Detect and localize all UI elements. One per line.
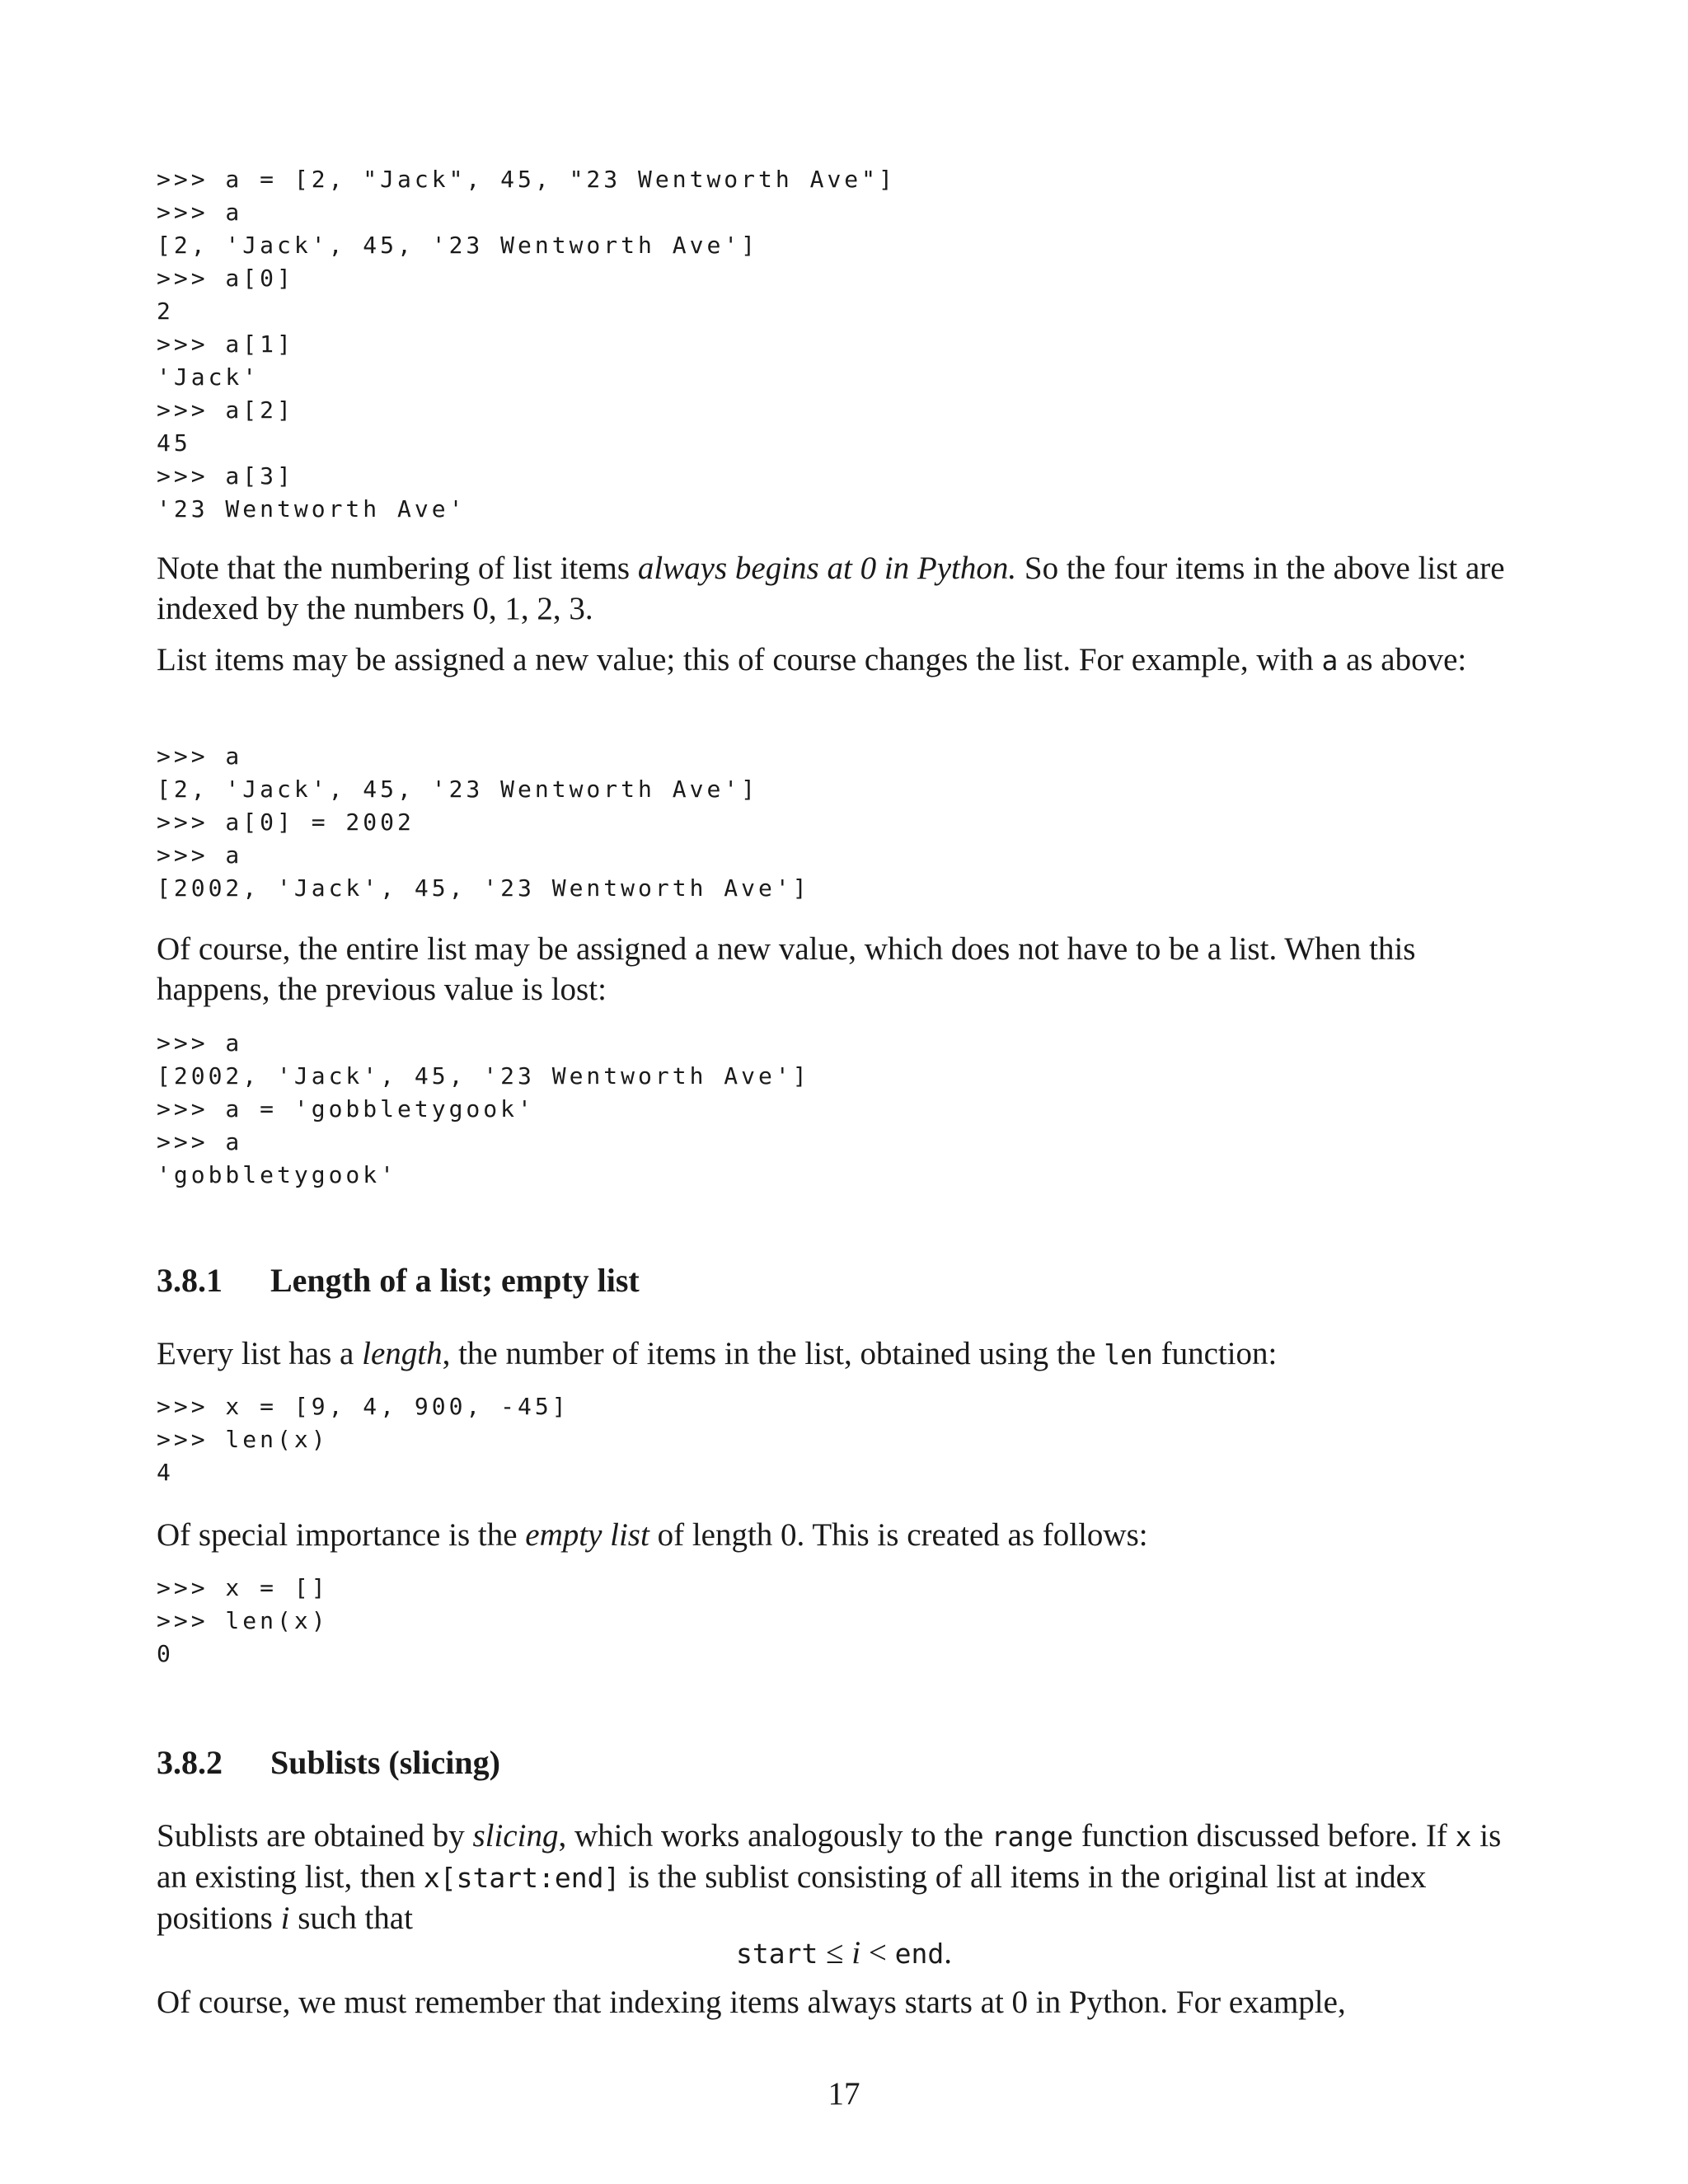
code-line: >>> a = [2, "Jack", 45, "23 Wentworth Ave"] xyxy=(157,166,896,193)
text: Of special importance is the xyxy=(157,1517,526,1553)
inline-code: x[start:end] xyxy=(423,1862,621,1894)
paragraph-assign-values xyxy=(157,640,1533,681)
page-number: 17 xyxy=(828,2076,860,2111)
code-block-list-indexing xyxy=(157,163,1533,526)
formula-period: . xyxy=(944,1935,952,1971)
code-line: >>> a xyxy=(157,199,243,226)
text: , the number of items in the list, obtained using the xyxy=(442,1336,1104,1371)
code-line: >>> a xyxy=(157,743,243,770)
text: is the sublist consisting of all items in the original list at index positions xyxy=(157,1859,1427,1936)
text: Note that the numbering of list items xyxy=(157,551,638,586)
text: is an existing list, then xyxy=(157,1818,1502,1895)
section-title: Length of a list; empty list xyxy=(270,1262,640,1299)
paragraph-length xyxy=(157,1333,1533,1375)
code-line: >>> a xyxy=(157,1128,243,1155)
text: as above: xyxy=(1338,642,1467,677)
text: So the four items in the above list are indexed by the numbers 0, 1, 2, 3. xyxy=(157,551,1505,626)
section-heading-slicing xyxy=(157,1741,1533,1784)
code-block-assign-item xyxy=(157,740,1533,905)
text: of length 0. This is created as follows: xyxy=(649,1517,1148,1553)
math-variable: i xyxy=(280,1900,290,1936)
code-line: >>> a = 'gobbletygook' xyxy=(157,1095,535,1122)
inline-code: a xyxy=(1321,644,1339,677)
text: such that xyxy=(289,1900,413,1936)
emphasis: always begins at 0 in Python. xyxy=(637,551,1017,586)
code-line: 45 xyxy=(157,429,191,457)
code-line: [2002, 'Jack', 45, '23 Wentworth Ave'] xyxy=(157,874,810,902)
code-line: [2002, 'Jack', 45, '23 Wentworth Ave'] xyxy=(157,1062,810,1090)
code-line: >>> len(x) xyxy=(157,1607,329,1634)
inline-code: x xyxy=(1455,1821,1472,1853)
code-line: 'gobbletygook' xyxy=(157,1161,398,1188)
code-line: 0 xyxy=(157,1640,174,1667)
text: function: xyxy=(1152,1336,1278,1371)
display-formula xyxy=(0,1934,1688,1971)
paragraph-indexing-reminder xyxy=(157,1982,1533,2022)
section-heading-length xyxy=(157,1259,1533,1302)
code-line: >>> a[0] xyxy=(157,265,294,292)
section-number: 3.8.1 xyxy=(157,1262,223,1299)
formula-variable: i xyxy=(851,1935,861,1971)
code-line: >>> x = [9, 4, 900, -45] xyxy=(157,1393,570,1420)
paragraph-empty-list xyxy=(157,1515,1533,1555)
formula-operator: < xyxy=(860,1935,895,1971)
code-line: >>> len(x) xyxy=(157,1426,329,1453)
code-line: [2, 'Jack', 45, '23 Wentworth Ave'] xyxy=(157,232,759,259)
paragraph-indexing-note xyxy=(157,548,1533,629)
section-title: Sublists (slicing) xyxy=(270,1744,500,1781)
code-block-reassign xyxy=(157,1027,1533,1192)
code-line: 2 xyxy=(157,298,174,325)
paragraph-assign-list xyxy=(157,929,1533,1010)
code-block-len xyxy=(157,1390,1533,1489)
paragraph-slicing xyxy=(157,1816,1533,1938)
text: Every list has a xyxy=(157,1336,363,1371)
text: Of course, we must remember that indexing items always starts at 0 in Python. For example, xyxy=(157,1985,1346,2020)
section-number: 3.8.2 xyxy=(157,1744,223,1781)
text: List items may be assigned a new value; this of course changes the list. For example, with xyxy=(157,642,1322,677)
code-line: >>> x = [] xyxy=(157,1574,329,1601)
text: , which works analogously to the xyxy=(558,1818,992,1854)
code-line: >>> a[2] xyxy=(157,396,294,424)
formula-operator: ≤ xyxy=(818,1935,852,1971)
inline-code: range xyxy=(991,1821,1074,1853)
emphasis: empty list xyxy=(525,1517,649,1553)
code-line: >>> a xyxy=(157,841,243,869)
emphasis: slicing xyxy=(472,1818,559,1854)
code-line: >>> a[3] xyxy=(157,462,294,490)
code-line: >>> a[0] = 2002 xyxy=(157,808,415,836)
text: Of course, the entire list may be assigned a new value, which does not have to be a list. When this happens, the previous value is lost: xyxy=(157,931,1416,1007)
code-line: 4 xyxy=(157,1459,174,1486)
emphasis: length xyxy=(362,1336,443,1371)
formula-start: start xyxy=(736,1938,818,1970)
code-block-empty-list xyxy=(157,1572,1533,1671)
text: function discussed before. If xyxy=(1073,1818,1456,1854)
text: Sublists are obtained by xyxy=(157,1818,473,1854)
code-line: 'Jack' xyxy=(157,363,260,391)
code-line: '23 Wentworth Ave' xyxy=(157,495,467,523)
code-line: [2, 'Jack', 45, '23 Wentworth Ave'] xyxy=(157,776,759,803)
code-line: >>> a[1] xyxy=(157,330,294,358)
formula-end: end xyxy=(894,1938,945,1970)
code-line: >>> a xyxy=(157,1029,243,1057)
inline-code: len xyxy=(1104,1338,1153,1371)
